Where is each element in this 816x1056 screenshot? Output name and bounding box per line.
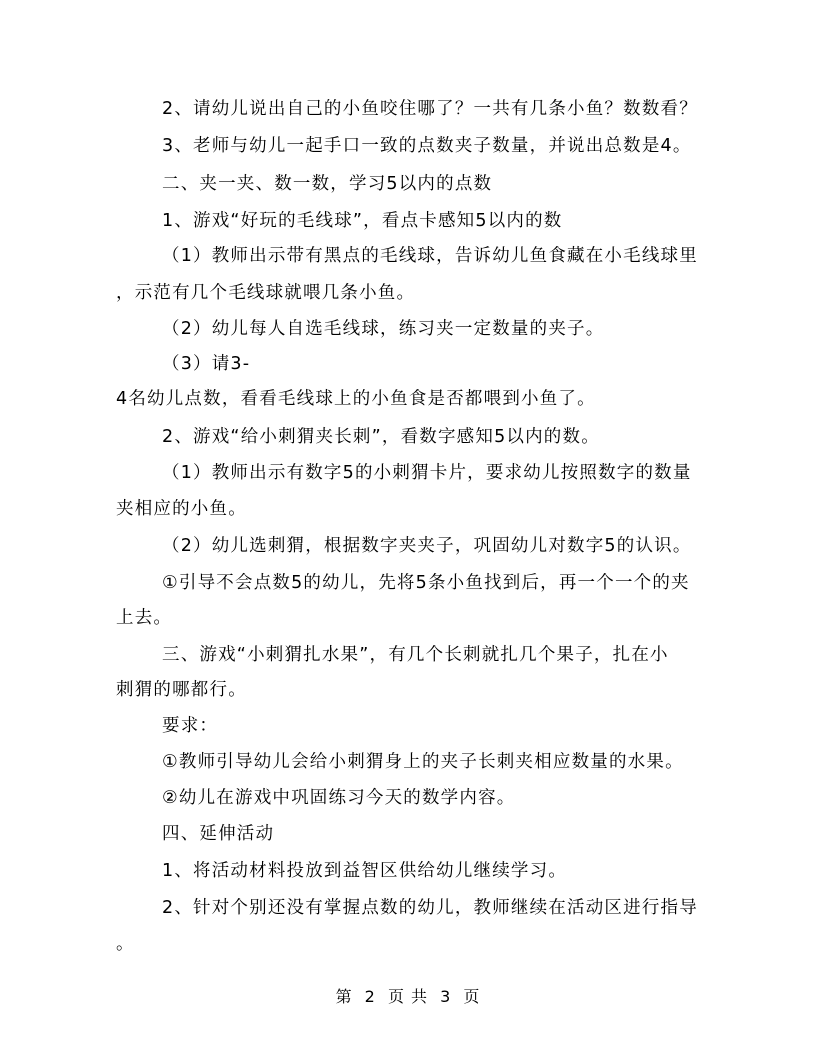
footer-suffix: 页 [463, 987, 481, 1006]
paragraph-line: 1、游戏“好玩的毛线球”，看点卡感知5以内的数 [162, 211, 563, 231]
paragraph-line: 2、请幼儿说出自己的小鱼咬住哪了？一共有几条小鱼？数数看？ [162, 99, 698, 119]
paragraph-line: （1）教师出示有数字5的小刺猬卡片，要求幼儿按照数字的数量 [162, 463, 692, 483]
footer-middle: 页 共 [387, 987, 429, 1006]
paragraph-line: ①引导不会点数5的幼儿，先将5条小鱼找到后，再一个一个的夹 [162, 573, 690, 593]
paragraph-line: 刺猬的哪都行。 [116, 680, 247, 700]
paragraph-line: 2、针对个别还没有掌握点数的幼儿，教师继续在活动区进行指导 [162, 898, 698, 918]
page-footer [0, 986, 816, 1008]
section-heading: 四、延伸活动 [162, 824, 275, 844]
section-heading: 三、游戏“小刺猬扎水果”，有几个长刺就扎几个果子，扎在小 [162, 645, 669, 665]
paragraph-line: ，示范有几个毛线球就喂几条小鱼。 [116, 283, 416, 303]
paragraph-line: 1、将活动材料投放到益智区供给幼儿继续学习。 [162, 861, 568, 881]
paragraph-line: 3、老师与幼儿一起手口一致的点数夹子数量，并说出总数是4。 [162, 136, 692, 156]
paragraph-line: （2）幼儿每人自选毛线球，练习夹一定数量的夹子。 [162, 319, 605, 339]
paragraph-line: （2）幼儿选刺猬，根据数字夹夹子，巩固幼儿对数字5的认识。 [162, 536, 692, 556]
paragraph-line: 夹相应的小鱼。 [116, 499, 247, 519]
total-page-number: 3 [440, 987, 452, 1006]
paragraph-line: 要求： [162, 716, 219, 736]
footer-prefix: 第 [335, 987, 353, 1006]
paragraph-line: 2、游戏“给小刺猬夹长刺”，看数字感知5以内的数。 [162, 427, 600, 447]
section-heading: 二、夹一夹、数一数，学习5以内的点数 [162, 174, 493, 194]
paragraph-line: 。 [116, 934, 135, 954]
paragraph-line: ①教师引导幼儿会给小刺猬身上的夹子长刺夹相应数量的水果。 [162, 752, 684, 772]
paragraph-line: （1）教师出示带有黑点的毛线球，告诉幼儿鱼食藏在小毛线球里 [162, 246, 698, 266]
paragraph-line: 4名幼儿点数，看看毛线球上的小鱼食是否都喂到小鱼了。 [116, 389, 596, 409]
current-page-number: 2 [364, 987, 376, 1006]
paragraph-line: ②幼儿在游戏中巩固练习今天的数学内容。 [162, 788, 516, 808]
paragraph-line: （3）请3- [162, 354, 251, 374]
paragraph-line: 上去。 [116, 608, 173, 628]
